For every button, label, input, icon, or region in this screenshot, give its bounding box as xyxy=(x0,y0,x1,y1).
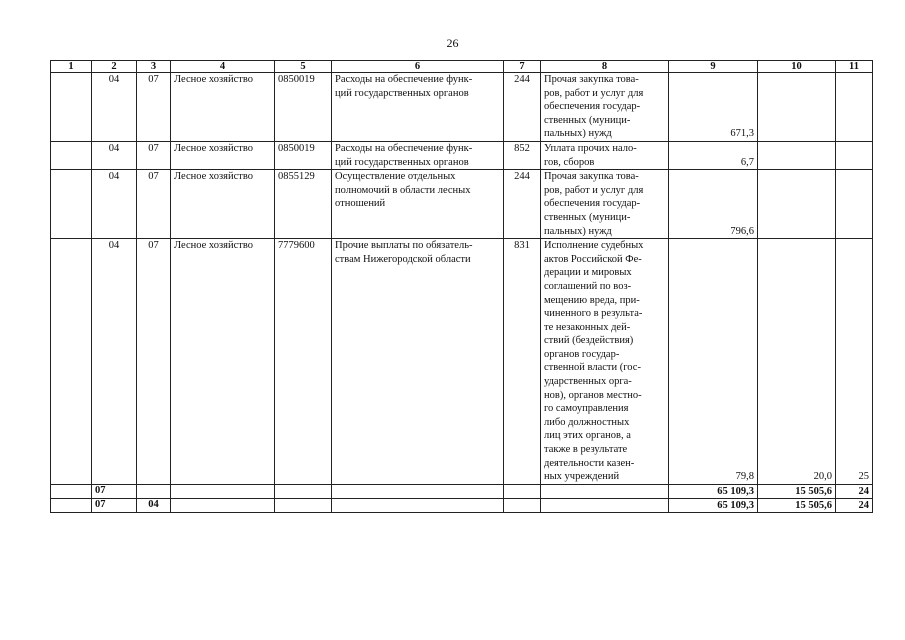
cell-subsection-name: Лесное хозяйство xyxy=(171,73,275,142)
cell-subsection-name: Лесное хозяйство xyxy=(171,141,275,169)
cell-section: 04 xyxy=(92,170,137,239)
cell-empty xyxy=(504,498,541,512)
cell-expense-type: 852 xyxy=(504,141,541,169)
cell-section: 07 xyxy=(92,484,137,498)
cell-empty xyxy=(504,484,541,498)
budget-table xyxy=(50,60,873,513)
cell-percent xyxy=(836,141,873,169)
column-header: 11 xyxy=(836,61,873,73)
cell-subsection: 04 xyxy=(137,498,171,512)
cell-section: 04 xyxy=(92,239,137,485)
cell-target-name: Осуществление отдельных полномочий в области лесных отношений xyxy=(332,170,504,239)
cell-expense-name: Исполнение судебных актов Российской Фе- дерации и мировых соглашений по воз- мещению вреда, при- чиненного в результа- те незаконных дей- ствий (бездействия) органов государ- ственной власти (гос- ударственных орга- нов), органов местно- го самоуправления либо должностных лиц этих органов, а также в результате деятельности казен- ных учреждений xyxy=(541,239,669,485)
cell-amount-fed xyxy=(758,170,836,239)
cell-expense-type: 244 xyxy=(504,170,541,239)
cell-target-code: 0855129 xyxy=(275,170,332,239)
cell-expense-name: Прочая закупка това- ров, работ и услуг для обеспечения государ- ственных (муници- пальных) нужд xyxy=(541,73,669,142)
cell-empty xyxy=(171,498,275,512)
cell-expense-name: Прочая закупка това- ров, работ и услуг для обеспечения государ- ственных (муници- пальных) нужд xyxy=(541,170,669,239)
cell-section: 04 xyxy=(92,73,137,142)
column-header: 2 xyxy=(92,61,137,73)
table-row xyxy=(51,73,873,142)
cell-empty xyxy=(51,141,92,169)
cell-percent xyxy=(836,170,873,239)
cell-percent: 24 xyxy=(836,484,873,498)
table-row xyxy=(51,170,873,239)
cell-empty xyxy=(51,484,92,498)
cell-amount: 79,8 xyxy=(669,239,758,485)
cell-empty xyxy=(51,498,92,512)
cell-percent: 24 xyxy=(836,498,873,512)
cell-expense-type: 831 xyxy=(504,239,541,485)
cell-subsection: 07 xyxy=(137,141,171,169)
cell-subsection: 07 xyxy=(137,73,171,142)
cell-subsection: 07 xyxy=(137,170,171,239)
cell-amount-fed: 15 505,6 xyxy=(758,498,836,512)
cell-target-code: 7779600 xyxy=(275,239,332,485)
column-header: 9 xyxy=(669,61,758,73)
cell-target-code: 0850019 xyxy=(275,141,332,169)
cell-expense-name: Уплата прочих нало- гов, сборов xyxy=(541,141,669,169)
cell-amount: 671,3 xyxy=(669,73,758,142)
cell-target-name: Прочие выплаты по обязатель- ствам Нижегородской области xyxy=(332,239,504,485)
cell-subsection xyxy=(137,484,171,498)
cell-empty xyxy=(541,484,669,498)
cell-empty xyxy=(275,484,332,498)
column-header: 5 xyxy=(275,61,332,73)
cell-amount-fed xyxy=(758,141,836,169)
cell-percent: 25 xyxy=(836,239,873,485)
table-row xyxy=(51,239,873,485)
cell-subsection-name: Лесное хозяйство xyxy=(171,170,275,239)
column-header: 10 xyxy=(758,61,836,73)
column-header: 1 xyxy=(51,61,92,73)
cell-subsection-name: Лесное хозяйство xyxy=(171,239,275,485)
column-header: 6 xyxy=(332,61,504,73)
cell-amount-fed xyxy=(758,73,836,142)
cell-empty xyxy=(275,498,332,512)
header-row xyxy=(51,61,873,73)
cell-empty xyxy=(51,239,92,485)
cell-amount: 65 109,3 xyxy=(669,484,758,498)
cell-empty xyxy=(171,484,275,498)
cell-amount: 65 109,3 xyxy=(669,498,758,512)
cell-target-name: Расходы на обеспечение функ- ций государственных органов xyxy=(332,141,504,169)
column-header: 8 xyxy=(541,61,669,73)
cell-empty xyxy=(332,498,504,512)
column-header: 4 xyxy=(171,61,275,73)
cell-empty xyxy=(541,498,669,512)
column-header: 7 xyxy=(504,61,541,73)
table-row xyxy=(51,141,873,169)
page-number: 26 xyxy=(446,36,459,50)
total-row xyxy=(51,484,873,498)
cell-amount: 796,6 xyxy=(669,170,758,239)
cell-amount-fed: 15 505,6 xyxy=(758,484,836,498)
cell-expense-type: 244 xyxy=(504,73,541,142)
cell-subsection: 07 xyxy=(137,239,171,485)
cell-amount: 6,7 xyxy=(669,141,758,169)
total-row xyxy=(51,498,873,512)
cell-empty xyxy=(51,73,92,142)
cell-empty xyxy=(332,484,504,498)
cell-empty xyxy=(51,170,92,239)
cell-section: 04 xyxy=(92,141,137,169)
cell-section: 07 xyxy=(92,498,137,512)
cell-amount-fed: 20,0 xyxy=(758,239,836,485)
cell-percent xyxy=(836,73,873,142)
cell-target-code: 0850019 xyxy=(275,73,332,142)
cell-target-name: Расходы на обеспечение функ- ций государственных органов xyxy=(332,73,504,142)
column-header: 3 xyxy=(137,61,171,73)
